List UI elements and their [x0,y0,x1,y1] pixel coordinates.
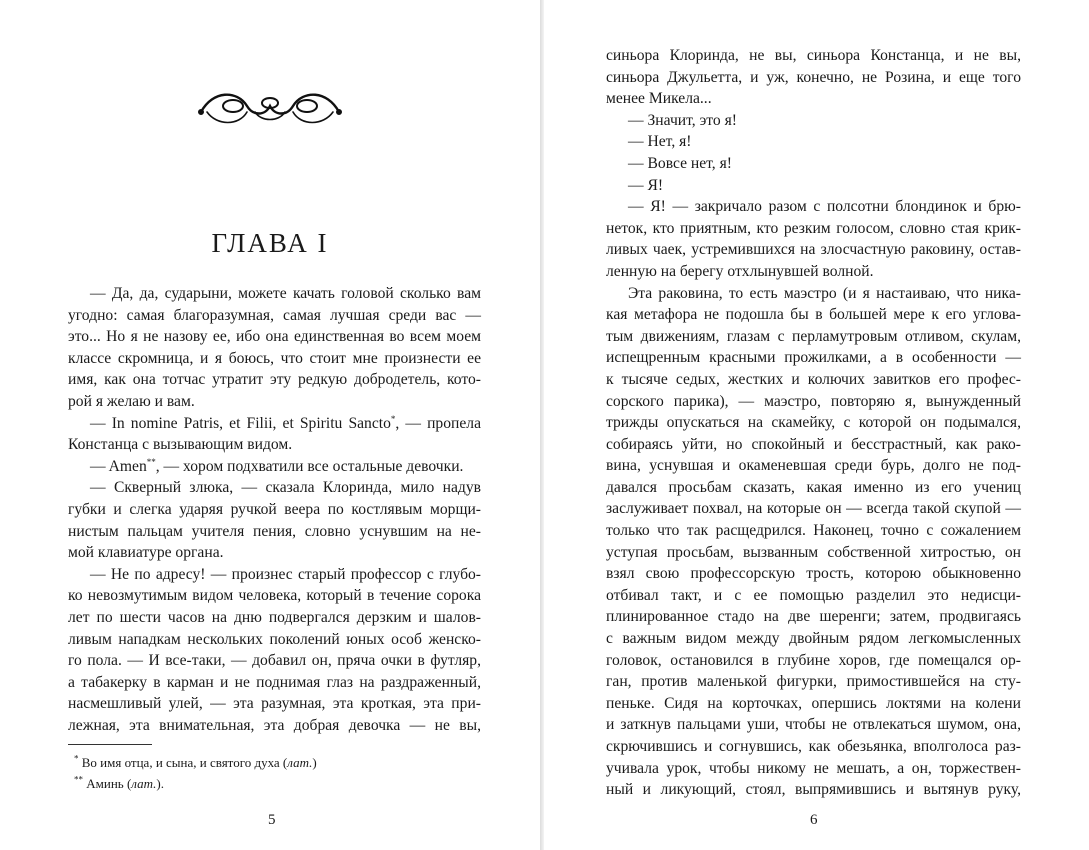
text-line: взял свою профессорскую трость, которою обыкновенно [606,565,1021,583]
text-line: го пола. — И все-таки, — добавил он, пряча очки в футляр, [68,652,481,670]
text-line: к тысяче седых, жестких и колючих завитков его профес- [606,370,1021,388]
text-line: испещренным красными прожилками, а в особенности — [606,349,1021,367]
footnote-tail: ) [312,755,317,770]
text-line-tail: , — хором подхватили все остальные девочки. [155,457,464,475]
text-line: с важным видом между двойным рядом легкомысленных [606,630,1021,648]
text-line: ный и ликующий, стоял, выпрямившись и вытянув руку, [606,781,1021,799]
text-line: угодно: самая благоразумная, самая лучшая среди вас — [68,306,481,324]
left-body-text [68,283,481,736]
text-line: пеньке. Сидя на корточках, опершись локтями на колени [606,694,1021,712]
footnote-marker: * [390,413,396,424]
text-line: Эта раковина, то есть маэстро (и я настаиваю, что ника- [628,284,1021,302]
footnote [68,773,481,794]
flourish-ornament-icon [195,82,345,132]
text-line: ленную на берегу отхлынувшей волной. [606,262,874,280]
latin-phrase: — In nomine Patris, et Filii, et Spiritu Sancto [90,414,391,432]
text-line: ган, против маленькой фигурки, примостившейся на сту- [606,673,1021,691]
right-page [544,0,1089,850]
text-line: — Скверный злюка, — сказала Клоринда, мило надув [90,479,481,497]
footnote-lang: лат. [131,776,157,791]
text-line: учивала урок, чтобы никому не мешать, а он, торжествен- [606,759,1021,777]
footnote-marker: * [74,753,79,764]
text-line: вина, уснувшая и окаменевшая среди бурь, долго не под- [606,457,1021,475]
text-line [68,456,481,478]
text-line: мой клавиатуре органа. [68,544,224,562]
right-body-text [606,45,1021,801]
text-line: — Не по адресу! — произнес старый профессор с глубо- [90,565,481,583]
text-line: скрючившись и согнувшись, как обезьянка, вполголоса раз- [606,738,1021,755]
text-line: давался просьбам сказать, какая именно из его учениц [606,478,1021,496]
text-line: ливых чаек, устремившихся на злосчастную раковину, остав- [606,241,1021,259]
text-line: только что так расщедрился. Наконец, точно с сожалением [606,522,1021,540]
footnote [68,752,481,773]
text-line: ко невозмутимым видом человека, который в течение сорока [68,587,481,605]
text-line: лежная, эта внимательная, эта добрая девочка — не вы, [68,716,481,734]
text-line: насмешливый улей, — эта разумная, эта кроткая, эта при- [68,695,481,713]
text-line: — Нет, я! [628,133,692,151]
chapter-title: ГЛАВА I [211,228,329,258]
text-line: отбивал такт, и с ее помощью разделил это недисци- [606,586,1021,604]
text-line: неток, кто приятным, кто резким голосом, словно стая крик- [606,219,1021,237]
text-line-tail: , — пропела [395,414,481,432]
text-line: нистым пальцам учителя пения, словно уснувшим на не- [68,522,481,540]
text-line: а табакерку в карман и не поднимая глаз на раздраженный, [68,673,481,691]
text-line: это... Но я не назову ее, ибо она единственная во всем моем [68,328,481,346]
text-line: синьора Джульетта, и уж, конечно, не Розина, и еще того [606,68,1021,86]
text-line: собираясь уйти, но спокойный и бесстрастный, как рако- [606,435,1021,453]
text-line: — Вовсе нет, я! [628,154,732,172]
footnote-tail: ). [156,776,165,791]
text-line: — Значит, это я! [628,111,737,129]
footnote-text: Аминь ( [86,776,132,791]
page-number: 6 [810,812,818,828]
text-line: — Я! — закричало разом с полсотни блондинок и брю- [628,198,1021,216]
footnote-marker: ** [146,456,156,467]
text-line: головок, остановился в глубине хоров, где помещался ор- [606,651,1021,669]
text-line: губки и слегка ударяя ручкой веера по костлявым морщи- [68,500,481,518]
text-line: кая метафора не подошла бы в большей мере к его углова- [606,306,1021,324]
footnote-lang: лат. [287,755,313,770]
footnote-divider [68,744,152,745]
text-line: ливым нападкам нескольких поколений юных особ женско- [68,630,481,648]
text-line: уступая просьбам, вызванным собственной хитростью, он [606,543,1021,561]
text-line: — Я! [628,176,664,194]
text-line: плинированное стадо на две шеренги; затем, продвигаясь [606,608,1021,626]
text-line: сорского парика), — маэстро, повторяю я, вынужденный [606,392,1021,410]
text-line: трижды опускаться на скамейку, с которой он подымался, [606,414,1021,432]
page-number: 5 [268,812,276,828]
left-page [0,0,540,850]
text-line: синьора Клоринда, не вы, синьора Констанца, и не вы, [606,47,1021,64]
footnotes [68,752,481,794]
text-line: рой я желаю и вам. [68,392,195,410]
text-line: тым движениям, глазам с перламутровым отливом, скулам, [606,327,1021,345]
text-line: классе скромница, и я боюсь, что стоит мне произнести ее [68,349,481,367]
text-line: имя, как она тотчас утратит эту редкую добродетель, кото- [68,371,481,389]
text-line: лет по шести часов на дню подвергался дерзким и шалов- [68,608,481,626]
text-line: Констанца с вызывающим видом. [68,436,293,454]
footnote-marker: ** [74,774,83,785]
text-line: и заткнув пальцами уши, чтобы не отвлекаться шумом, она, [606,716,1021,734]
amen-word: — Amen [90,457,147,475]
text-line: менее Микела... [606,90,712,108]
footnote-text: Во имя отца, и сына, и святого духа ( [81,755,288,770]
text-line: заслуживает похвал, на которые он — всегда такой скупой — [606,500,1021,518]
text-line [68,413,481,435]
text-line: — Да, да, сударыни, можете качать головой сколько вам [90,285,481,302]
